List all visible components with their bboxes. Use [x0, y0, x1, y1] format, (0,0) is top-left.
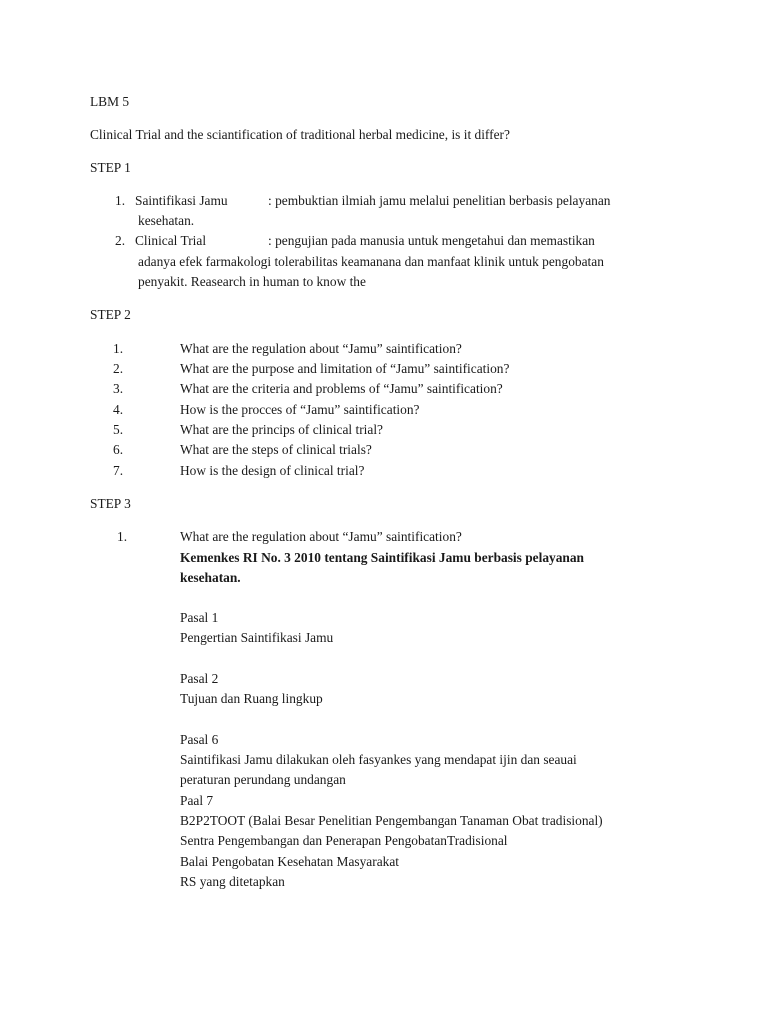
pasal-7-item: B2P2TOOT (Balai Besar Penelitian Pengembangan Tanaman Obat tradisional) — [180, 813, 603, 828]
step2-item-number: 4. — [113, 402, 124, 417]
step2-item-text: What are the purpose and limitation of “Jamu” saintification? — [180, 361, 510, 376]
pasal-7-title: Paal 7 — [180, 793, 214, 808]
step2-item-number: 2. — [113, 361, 124, 376]
step1-item-definition: : pembuktian ilmiah jamu melalui penelitian berbasis pelayanan — [268, 193, 611, 208]
pasal-6-text: Saintifikasi Jamu dilakukan oleh fasyankes yang mendapat ijin dan seauai — [180, 752, 577, 767]
pasal-1-title: Pasal 1 — [180, 610, 219, 625]
pasal-2-text: Tujuan dan Ruang lingkup — [180, 691, 323, 706]
step2-item-number: 5. — [113, 422, 124, 437]
pasal-7-item: RS yang ditetapkan — [180, 874, 285, 889]
step2-item-text: How is the procces of “Jamu” saintification? — [180, 402, 420, 417]
pasal-7-item: Balai Pengobatan Kesehatan Masyarakat — [180, 854, 400, 869]
step2-heading: STEP 2 — [90, 307, 131, 322]
pasal-6-title: Pasal 6 — [180, 732, 219, 747]
step1-item-term: Clinical Trial — [135, 233, 207, 248]
step2-item-number: 3. — [113, 381, 124, 396]
step3-heading: STEP 3 — [90, 496, 131, 511]
step2-item-text: What are the criteria and problems of “Jamu” saintification? — [180, 381, 503, 396]
step1-item-number: 1. — [115, 193, 126, 208]
document-question: Clinical Trial and the sciantification of traditional herbal medicine, is it differ? — [90, 127, 510, 142]
step3-question: What are the regulation about “Jamu” saintification? — [180, 529, 462, 544]
step1-item-term: Saintifikasi Jamu — [135, 193, 228, 208]
pasal-6-text-cont: peraturan perundang undangan — [180, 772, 346, 787]
step2-item-text: What are the steps of clinical trials? — [180, 442, 372, 457]
step1-item-number: 2. — [115, 233, 126, 248]
step1-item-definition-cont: penyakit. Reasearch in human to know the — [138, 274, 366, 289]
pasal-2-title: Pasal 2 — [180, 671, 219, 686]
step2-item-text: What are the princips of clinical trial? — [180, 422, 383, 437]
step3-item-number: 1. — [117, 529, 128, 544]
step1-heading: STEP 1 — [90, 160, 131, 175]
step1-item-definition-cont: adanya efek farmakologi tolerabilitas keamanana dan manfaat klinik untuk pengobatan — [138, 254, 604, 269]
step2-item-number: 7. — [113, 463, 124, 478]
step3-answer-title: Kemenkes RI No. 3 2010 tentang Saintifikasi Jamu berbasis pelayanan — [180, 550, 584, 565]
step2-item-number: 1. — [113, 341, 124, 356]
step3-answer-title-cont: kesehatan. — [180, 570, 241, 585]
pasal-1-text: Pengertian Saintifikasi Jamu — [180, 630, 334, 645]
step1-item-definition: : pengujian pada manusia untuk mengetahui dan memastikan — [268, 233, 595, 248]
step2-item-text: What are the regulation about “Jamu” saintification? — [180, 341, 462, 356]
pasal-7-item: Sentra Pengembangan dan Penerapan PengobatanTradisional — [180, 833, 508, 848]
document-header: LBM 5 — [90, 94, 130, 109]
step1-item-definition-cont: kesehatan. — [138, 213, 195, 228]
step2-item-number: 6. — [113, 442, 124, 457]
step2-item-text: How is the design of clinical trial? — [180, 463, 365, 478]
